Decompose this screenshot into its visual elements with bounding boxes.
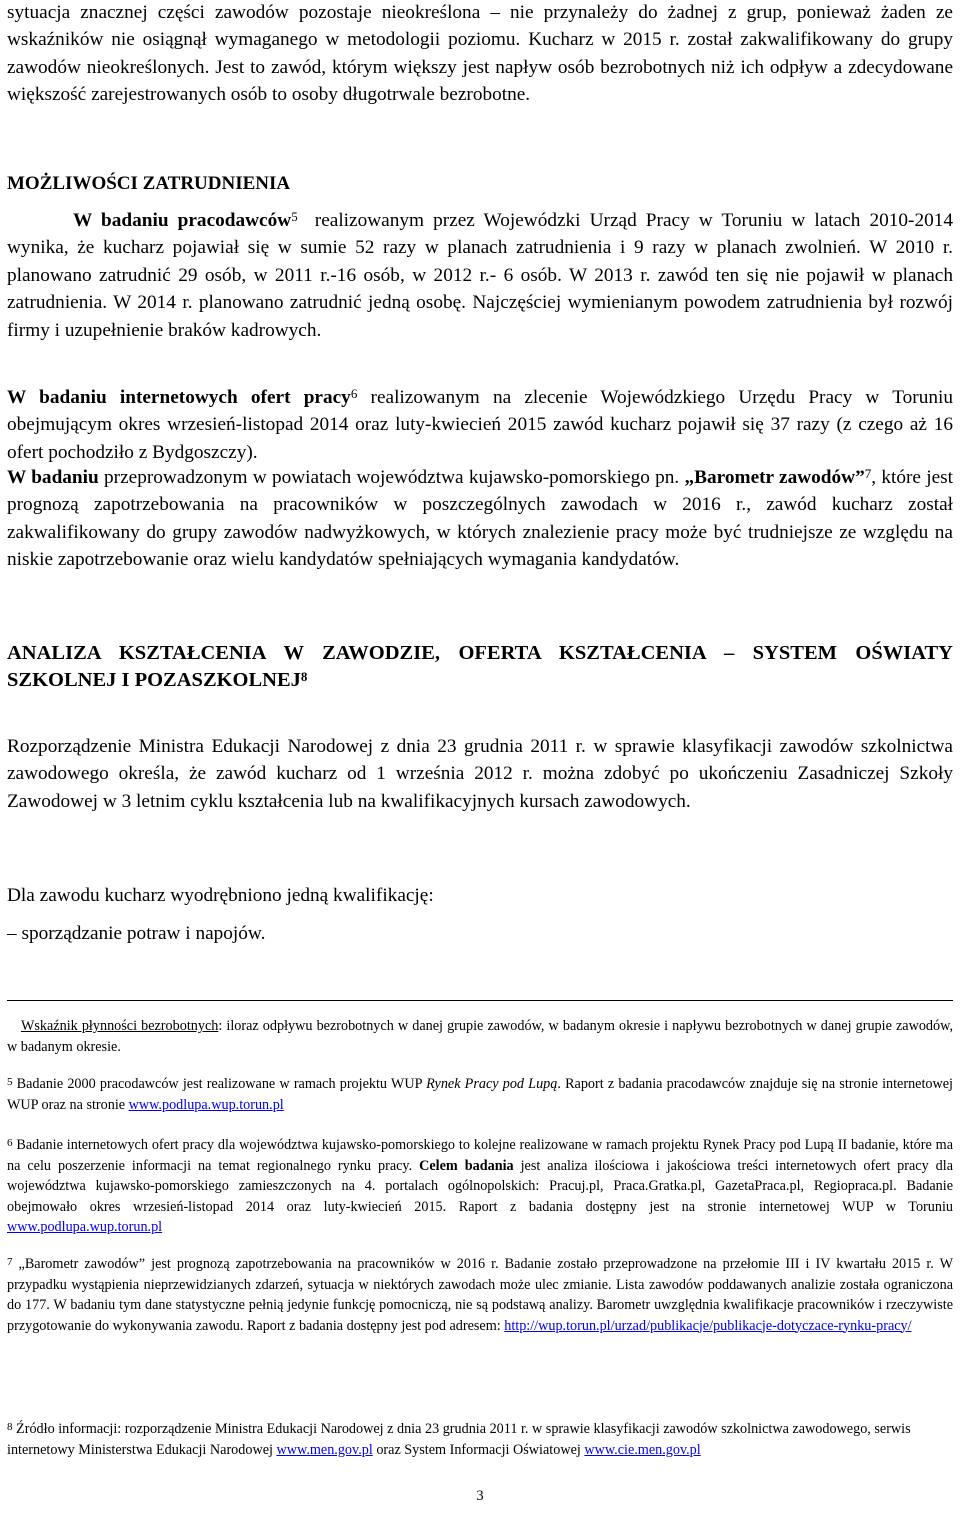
footnote-8-text-1: Źródło informacji: rozporządzenie Ministra Edukacji Narodowej z dnia 23 grudnia 2011 r. w sprawie klasyfikacji zawodów szkolnictwa zawodowego, serwis internetowy Ministerstwa Edukacji Narodowej xyxy=(7,1421,911,1458)
paragraph-barometer xyxy=(7,464,953,574)
footnote-6 xyxy=(7,1135,953,1238)
footnote-5-text-2: . Raport z badania pracodawców znajduje się na stronie internetowej WUP oraz na stronie xyxy=(7,1076,953,1113)
footnote-8-link-2[interactable]: www.cie.men.gov.pl xyxy=(584,1441,701,1458)
paragraph-regulation: Rozporządzenie Ministra Edukacji Narodowej z dnia 23 grudnia 2011 r. w sprawie klasyfikacji zawodów szkolnictwa zawodowego określa, że zawód kucharz od 1 września 2012 r. można zdobyć po ukończeniu Zasadniczej Szkoły Zawodowej w 3 letnim cyklu kształcenia lub na kwalifikacyjnych kursach zawodowych. xyxy=(7,736,953,812)
barometer-text-2: , które jest prognozą zapotrzebowania na pracowników w poszczególnych zawodach w 2016 r., zawód kucharz został zakwalifikowany do grupy zawodów nadwyżkowych, w których znalezienie pracy może być trudniejsze ze względu na niskie zapotrzebowanie oraz wielu kandydatów spełniających wymagania kandydatów. xyxy=(7,467,953,571)
footnote-6-bold: Celem badania xyxy=(419,1157,514,1174)
footnote-6-number: 6 xyxy=(7,1137,13,1149)
footnote-ref-7[interactable]: 7 xyxy=(864,466,872,481)
paragraph-intro: sytuacja znacznej części zawodów pozostaje nieokreślona – nie przynależy do żadnej z grup, ponieważ żaden ze wskaźników nie osiągnął wymaganego w metodologii poziomu. Kucharz w 2015 r. został zakwalifikowany do grupy zawodów nieokreślonych. Jest to zawód, którym większy jest napływ osób bezrobotnych niż ich odpływ a zdecydowane większość zarejestrowanych osób to osoby długotrwale bezrobotne. xyxy=(7,2,953,106)
paragraph-online-offers xyxy=(7,384,953,466)
heading-education-analysis xyxy=(7,640,953,694)
employer-survey-label: W badaniu pracodawców xyxy=(73,210,292,231)
footnote-7-number: 7 xyxy=(7,1256,13,1268)
footnote-ref-6[interactable]: 6 xyxy=(350,386,358,401)
footnote-5-project-name: Rynek Pracy pod Lupą xyxy=(426,1076,558,1092)
footnote-liquidity-index xyxy=(7,1016,953,1057)
footnote-5-text-1: Badanie 2000 pracodawców jest realizowane w ramach projektu WUP xyxy=(12,1076,427,1092)
footnote-7-text: „Barometr zawodów” jest prognozą zapotrzebowania na pracowników w 2016 r. Badanie zostało przeprowadzone na przełomie III i IV kwartału 2015 r. W przypadku wystąpienia nieprzewidzianych zdarzeń, sytuacja w niektórych zawodach może ulec zmianie. Lista zawodów poddawanych analizie została ograniczona do 177. W badaniu tym dane statystyczne pełnią jedynie funkcję pomocniczą, nie są podstawą analizy. Barometr uwzględnia kwalifikacje pracowników i rzeczywiste przygotowanie do wykonywania zawodu. Raport z badania dostępny jest pod adresem: xyxy=(7,1256,953,1334)
liquidity-index-term: Wskaźnik płynności bezrobotnych xyxy=(21,1018,219,1034)
education-analysis-title: ANALIZA KSZTAŁCENIA W ZAWODZIE, OFERTA KSZTAŁCENIA – SYSTEM OŚWIATY SZKOLNEJ I POZASZKOLNEJ xyxy=(7,642,953,691)
online-offers-text: realizowanym na zlecenie Wojewódzkiego Urzędu Pracy w Toruniu obejmującym okres wrzesień-listopad 2014 oraz luty-kwiecień 2015 zawód kucharz pojawił się 37 razy (z czego aż 16 ofert pochodziło z Bydgoszczy). xyxy=(7,387,953,463)
footnote-8-number: 8 xyxy=(7,1421,13,1433)
footnote-5 xyxy=(7,1074,953,1115)
footnote-5-number: 5 xyxy=(7,1076,13,1088)
footnote-5-link[interactable]: www.podlupa.wup.torun.pl xyxy=(128,1096,284,1113)
footnote-ref-5[interactable]: 5 xyxy=(291,209,298,224)
heading-employment-opportunities: MOŻLIWOŚCI ZATRUDNIENIA xyxy=(7,173,291,194)
footnote-6-text-1: Badanie internetowych ofert pracy dla województwa kujawsko-pomorskiego to kolejne realizowane w ramach projektu Rynek Pracy pod Lupą II badanie, które ma na celu poszerzenie informacji na temat regionalnego rynku pracy. xyxy=(7,1137,953,1174)
qualification-list-item: – sporządzanie potraw i napojów. xyxy=(7,923,266,944)
footnote-8-text-2: oraz System Informacji Oświatowej xyxy=(372,1441,585,1458)
footnote-7 xyxy=(7,1254,953,1336)
footnote-7-link[interactable]: http://wup.torun.pl/urzad/publikacje/publikacje-dotyczace-rynku-pracy/ xyxy=(504,1317,912,1334)
footnote-8 xyxy=(7,1419,953,1460)
paragraph-employer-survey xyxy=(7,207,953,344)
online-offers-label: W badaniu internetowych ofert pracy xyxy=(7,387,351,408)
footnote-separator xyxy=(7,1000,953,1001)
paragraph-qualification-intro: Dla zawodu kucharz wyodrębniono jedną kwalifikację: xyxy=(7,885,434,906)
footnote-8-link-1[interactable]: www.men.gov.pl xyxy=(276,1441,373,1458)
footnote-6-text-2: jest analiza ilościowa i jakościowa treści internetowych ofert pracy dla województwa kujawsko-pomorskiego zamieszczonych na 4. portalach ogólnopolskich: Pracuj.pl, Praca.Gratka.pl, GazetaPraca.pl, Regiopraca.pl. Badanie obejmowało okres wrzesień-listopad 2014 oraz luty-kwiecień 2015. Raport z badania dostępny jest na stronie internetowej WUP w Toruniu xyxy=(7,1157,953,1215)
footnote-6-link[interactable]: www.podlupa.wup.torun.pl xyxy=(7,1219,163,1235)
page-number: 3 xyxy=(476,1488,484,1504)
barometer-text-1: przeprowadzonym w powiatach województwa kujawsko-pomorskiego pn. xyxy=(98,467,685,488)
footnote-ref-8[interactable]: 8 xyxy=(300,669,308,684)
liquidity-index-text: : iloraz odpływu bezrobotnych w danej grupie zawodów, w badanym okresie i napływu bezrobotnych w danej grupie zawodów, w badanym okresie. xyxy=(7,1018,953,1055)
barometer-label-1: W badaniu xyxy=(7,467,99,488)
employer-survey-text: realizowanym przez Wojewódzki Urząd Pracy w Toruniu w latach 2010-2014 wynika, że kucharz pojawiał się w sumie 52 razy w planach zatrudnienia i 9 razy w planach zwolnień. W 2010 r. planowano zatrudnić 29 osób, w 2011 r.-16 osób, w 2012 r.- 6 osób. W 2013 r. zawód ten się nie pojawił w planach zatrudnienia. W 2014 r. planowano zatrudnić jedną osobę. Najczęściej wymienianym powodem zatrudnienia był rozwój firmy i uzupełnienie braków kadrowych. xyxy=(7,210,954,341)
barometer-label-2: „Barometr zawodów” xyxy=(684,467,865,488)
